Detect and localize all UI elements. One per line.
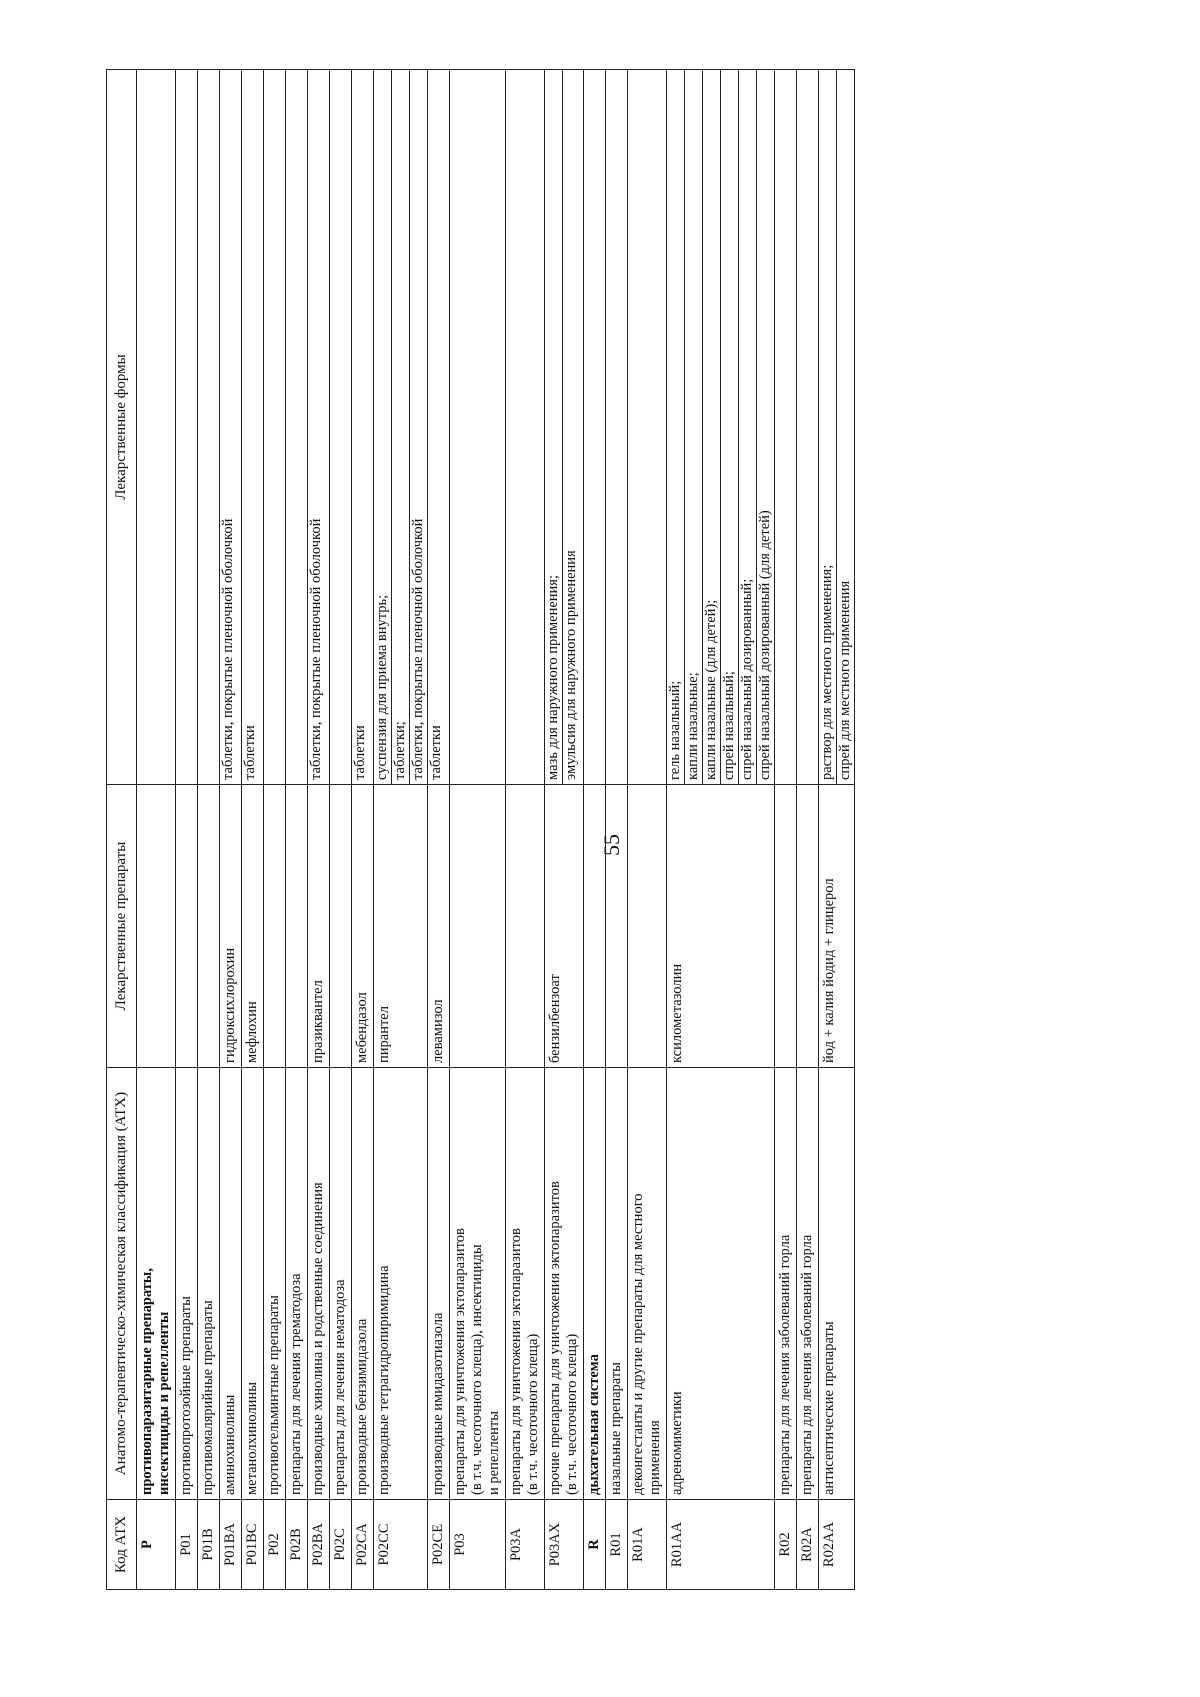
forms-cell <box>628 70 667 785</box>
dosage-form: таблетки <box>352 725 368 780</box>
classification-line: и репелленты <box>486 1410 502 1495</box>
classification-line: применения <box>647 1420 663 1495</box>
classification-line: препараты для уничтожения эктопаразитов <box>452 1228 468 1495</box>
drug-cell: гидроксихлорохин <box>220 785 242 1068</box>
dosage-form: таблетки <box>428 725 444 780</box>
forms-cell <box>450 70 506 785</box>
classification-line: (в т.ч. чесоточного клеща) <box>564 1333 580 1495</box>
dosage-form: гель назальный; <box>667 680 683 780</box>
classification-line: (в т.ч. чесоточного клеща), инсектициды <box>469 1244 485 1495</box>
classification-cell <box>242 1068 264 1500</box>
atc-code-cell: P01 <box>176 1500 198 1590</box>
atc-code-cell: P02CC <box>374 1500 428 1590</box>
classification-cell <box>264 1068 286 1500</box>
drug-cell <box>628 785 667 1068</box>
atc-code-cell: P <box>137 1500 176 1590</box>
table-row <box>330 70 352 1590</box>
classification-cell <box>176 1068 198 1500</box>
classification-line: деконгестанты и другие препараты для местного <box>630 1193 646 1495</box>
drug-cell <box>137 785 176 1068</box>
classification-cell <box>286 1068 308 1500</box>
forms-cell <box>264 70 286 785</box>
dosage-form: суспензия для приема внутрь; <box>374 594 390 780</box>
drug-cell <box>606 785 628 1068</box>
atc-code-cell: P03AX <box>545 1500 584 1590</box>
forms-cell <box>137 70 176 785</box>
dosage-form: капли назальные; <box>684 70 702 784</box>
classification-line: противопаразитарные препараты, <box>139 1268 155 1495</box>
atc-code-cell: P02CE <box>428 1500 450 1590</box>
atc-table <box>106 69 855 1590</box>
forms-cell <box>176 70 198 785</box>
drug-cell: мефлохин <box>242 785 264 1068</box>
classification-line: прочие препараты для уничтожения эктопаразитов <box>547 1181 563 1495</box>
forms-cell <box>606 70 628 785</box>
table-row <box>819 70 855 1590</box>
classification-line: аминохинолины <box>222 1394 238 1495</box>
table-row <box>545 70 584 1590</box>
atc-code-cell: P02 <box>264 1500 286 1590</box>
classification-cell <box>584 1068 606 1500</box>
table-row <box>428 70 450 1590</box>
classification-line: производные тетрагидропиримидина <box>376 1265 392 1495</box>
classification-cell <box>137 1068 176 1500</box>
classification-cell <box>352 1068 374 1500</box>
dosage-form: спрей для местного применения <box>836 70 854 784</box>
forms-cell <box>584 70 606 785</box>
forms-cell <box>330 70 352 785</box>
atc-code-cell: R02A <box>797 1500 819 1590</box>
drug-cell: празиквантел <box>308 785 330 1068</box>
dosage-form: таблетки, покрытые пленочной оболочкой <box>308 518 324 780</box>
table-row <box>628 70 667 1590</box>
dosage-form: таблетки, покрытые пленочной оболочкой <box>409 70 427 784</box>
dosage-form: таблетки, покрытые пленочной оболочкой <box>220 518 236 780</box>
table-row <box>352 70 374 1590</box>
classification-cell <box>428 1068 450 1500</box>
table-body <box>137 70 855 1590</box>
classification-line: метанолхинолины <box>244 1382 260 1495</box>
classification-line: адреномиметики <box>669 1391 685 1495</box>
classification-cell <box>819 1068 855 1500</box>
drug-cell <box>264 785 286 1068</box>
atc-code-cell: P02CA <box>352 1500 374 1590</box>
classification-line: дыхательная система <box>586 1354 602 1495</box>
header-forms: Лекарственные формы <box>107 70 137 785</box>
classification-line: противомалярийные препараты <box>200 1300 216 1495</box>
drug-cell: левамизол <box>428 785 450 1068</box>
table-header-row <box>107 70 137 1590</box>
drug-cell: ксилометазолин <box>667 785 775 1068</box>
classification-line: назальные препараты <box>608 1362 624 1495</box>
table-row <box>506 70 545 1590</box>
classification-line: противопротозойные препараты <box>178 1296 194 1495</box>
table-row <box>137 70 176 1590</box>
atc-code-cell: R01 <box>606 1500 628 1590</box>
classification-cell <box>308 1068 330 1500</box>
table-row <box>606 70 628 1590</box>
classification-line: препараты для лечения нематодоза <box>332 1279 348 1495</box>
forms-cell <box>242 70 264 785</box>
table-row <box>667 70 775 1590</box>
dosage-form: таблетки; <box>391 70 409 784</box>
forms-cell <box>308 70 330 785</box>
classification-line: инсектициды и репелленты <box>156 1311 172 1495</box>
forms-cell <box>286 70 308 785</box>
atc-code-cell: P03A <box>506 1500 545 1590</box>
table-row <box>242 70 264 1590</box>
forms-cell <box>352 70 374 785</box>
atc-code-cell: P02B <box>286 1500 308 1590</box>
header-classification: Анатомо-терапевтическо-химическая классификация (АТХ) <box>107 1068 137 1500</box>
table-row <box>176 70 198 1590</box>
drug-cell <box>450 785 506 1068</box>
drug-cell <box>198 785 220 1068</box>
forms-cell <box>506 70 545 785</box>
classification-line: препараты для лечения заболеваний горла <box>777 1234 793 1495</box>
drug-cell: мебендазол <box>352 785 374 1068</box>
classification-line: производные хинолина и родственные соединения <box>310 1182 326 1495</box>
header-code: Код АТХ <box>107 1500 137 1590</box>
table-row <box>264 70 286 1590</box>
table-row <box>584 70 606 1590</box>
dosage-form: спрей назальный дозированный; <box>738 70 756 784</box>
atc-code-cell: R01AA <box>667 1500 775 1590</box>
drug-cell: йод + калия йодид + глицерол <box>819 785 855 1068</box>
dosage-form: спрей назальный; <box>720 70 738 784</box>
table-row <box>450 70 506 1590</box>
classification-line: противогельминтные препараты <box>266 1295 282 1495</box>
classification-cell <box>374 1068 428 1500</box>
forms-cell <box>797 70 819 785</box>
dosage-form: таблетки <box>242 725 258 780</box>
atc-code-cell: P03 <box>450 1500 506 1590</box>
classification-line: (в т.ч. чесоточного клеща) <box>525 1333 541 1495</box>
atc-code-cell: P01BA <box>220 1500 242 1590</box>
classification-cell <box>606 1068 628 1500</box>
classification-cell <box>628 1068 667 1500</box>
dosage-form: капли назальные (для детей); <box>702 70 720 784</box>
drug-cell <box>584 785 606 1068</box>
classification-cell <box>506 1068 545 1500</box>
drug-cell <box>286 785 308 1068</box>
classification-line: препараты для уничтожения эктопаразитов <box>508 1228 524 1495</box>
classification-line: производные бензимидазола <box>354 1318 370 1495</box>
classification-line: производные имидазотиазола <box>430 1312 446 1495</box>
classification-cell <box>797 1068 819 1500</box>
drug-cell <box>330 785 352 1068</box>
forms-cell <box>819 70 855 785</box>
atc-code-cell: R <box>584 1500 606 1590</box>
classification-line: препараты для лечения трематодоза <box>288 1273 304 1495</box>
table-row <box>286 70 308 1590</box>
drug-cell: бензилбензоат <box>545 785 584 1068</box>
classification-cell <box>775 1068 797 1500</box>
forms-cell <box>428 70 450 785</box>
dosage-form: раствор для местного применения; <box>819 564 835 780</box>
rotated-table-container <box>106 70 1096 1590</box>
forms-cell <box>545 70 584 785</box>
forms-cell <box>667 70 775 785</box>
atc-code-cell: R01A <box>628 1500 667 1590</box>
table-row <box>198 70 220 1590</box>
table-row <box>374 70 428 1590</box>
drug-cell <box>775 785 797 1068</box>
atc-code-cell: P02C <box>330 1500 352 1590</box>
dosage-form: эмульсия для наружного применения <box>562 70 580 784</box>
forms-cell <box>198 70 220 785</box>
atc-code-cell: P01B <box>198 1500 220 1590</box>
forms-cell <box>220 70 242 785</box>
table-row <box>220 70 242 1590</box>
drug-cell <box>797 785 819 1068</box>
drug-cell: пирантел <box>374 785 428 1068</box>
classification-cell <box>330 1068 352 1500</box>
forms-cell <box>775 70 797 785</box>
atc-code-cell: R02AA <box>819 1500 855 1590</box>
header-drugs: Лекарственные препараты <box>107 785 137 1068</box>
classification-line: препараты для лечения заболеваний горла <box>799 1234 815 1495</box>
dosage-form: мазь для наружного применения; <box>545 575 561 780</box>
classification-line: антисептические препараты <box>821 1321 837 1495</box>
classification-cell <box>450 1068 506 1500</box>
forms-cell <box>374 70 428 785</box>
atc-code-cell: R02 <box>775 1500 797 1590</box>
table-row <box>775 70 797 1590</box>
atc-code-cell: P01BC <box>242 1500 264 1590</box>
classification-cell <box>198 1068 220 1500</box>
classification-cell <box>220 1068 242 1500</box>
dosage-form: спрей назальный дозированный (для детей) <box>756 70 774 784</box>
table-row <box>308 70 330 1590</box>
page-number: 55 <box>599 834 624 856</box>
drug-cell <box>176 785 198 1068</box>
atc-code-cell: P02BA <box>308 1500 330 1590</box>
classification-cell <box>667 1068 775 1500</box>
classification-cell <box>545 1068 584 1500</box>
drug-cell <box>506 785 545 1068</box>
table-row <box>797 70 819 1590</box>
